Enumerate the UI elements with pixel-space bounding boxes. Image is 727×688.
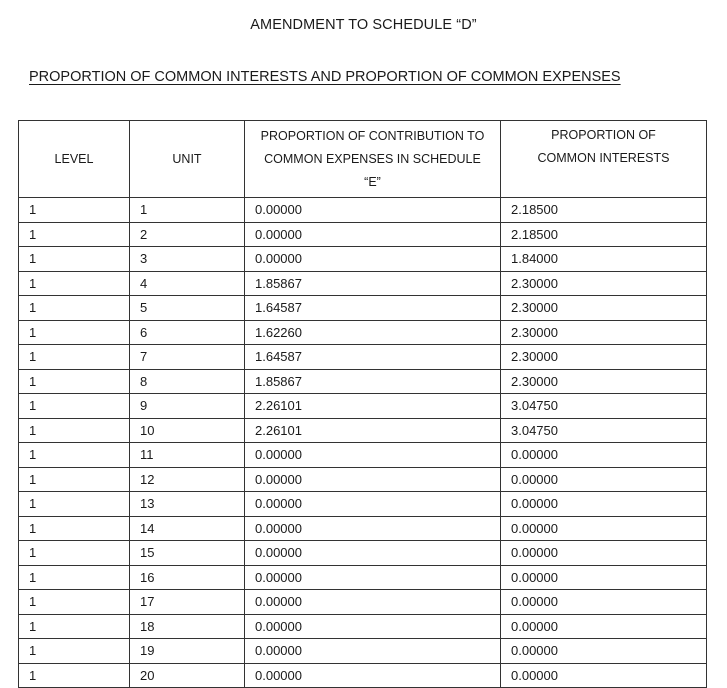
contribution-cell: 1.85867 — [245, 369, 501, 394]
table-row — [19, 296, 707, 321]
level-cell: 1 — [19, 222, 130, 247]
level-cell: 1 — [19, 443, 130, 468]
common-interest-cell: 0.00000 — [501, 614, 707, 639]
contribution-cell: 0.00000 — [245, 443, 501, 468]
common-interest-cell: 2.30000 — [501, 345, 707, 370]
contribution-cell: 2.26101 — [245, 394, 501, 419]
common-interest-cell: 2.30000 — [501, 320, 707, 345]
common-interest-cell: 1.84000 — [501, 247, 707, 272]
schedule-table — [18, 120, 707, 688]
document-subtitle: PROPORTION OF COMMON INTERESTS AND PROPORTION OF COMMON EXPENSES — [29, 69, 621, 85]
unit-cell: 9 — [130, 394, 245, 419]
table-row — [19, 222, 707, 247]
unit-cell: 16 — [130, 565, 245, 590]
unit-cell: 7 — [130, 345, 245, 370]
contribution-cell: 2.26101 — [245, 418, 501, 443]
level-cell: 1 — [19, 663, 130, 688]
table-row — [19, 345, 707, 370]
contribution-cell: 0.00000 — [245, 467, 501, 492]
common-interest-cell: 0.00000 — [501, 565, 707, 590]
common-interest-cell: 0.00000 — [501, 492, 707, 517]
table-row — [19, 271, 707, 296]
unit-cell: 13 — [130, 492, 245, 517]
contribution-cell: 0.00000 — [245, 614, 501, 639]
document-title: AMENDMENT TO SCHEDULE “D” — [250, 17, 477, 33]
level-cell: 1 — [19, 492, 130, 517]
table-row — [19, 565, 707, 590]
unit-cell: 14 — [130, 516, 245, 541]
column-header-unit: UNIT — [130, 121, 245, 198]
table-row — [19, 320, 707, 345]
contribution-cell: 0.00000 — [245, 222, 501, 247]
table-row — [19, 614, 707, 639]
column-header-contribution: PROPORTION OF CONTRIBUTION TO COMMON EXPENSES IN SCHEDULE “E” — [245, 121, 501, 198]
contribution-cell: 0.00000 — [245, 541, 501, 566]
table-row — [19, 516, 707, 541]
table-row — [19, 467, 707, 492]
contribution-cell: 1.85867 — [245, 271, 501, 296]
level-cell: 1 — [19, 565, 130, 590]
common-interest-cell: 0.00000 — [501, 663, 707, 688]
contribution-cell: 0.00000 — [245, 663, 501, 688]
table-row — [19, 369, 707, 394]
contribution-cell: 0.00000 — [245, 590, 501, 615]
table-row — [19, 394, 707, 419]
unit-cell: 8 — [130, 369, 245, 394]
contribution-cell: 0.00000 — [245, 492, 501, 517]
common-interest-cell: 2.30000 — [501, 271, 707, 296]
unit-cell: 19 — [130, 639, 245, 664]
unit-cell: 12 — [130, 467, 245, 492]
unit-cell: 5 — [130, 296, 245, 321]
unit-cell: 17 — [130, 590, 245, 615]
table-row — [19, 418, 707, 443]
unit-cell: 10 — [130, 418, 245, 443]
table-row — [19, 492, 707, 517]
level-cell: 1 — [19, 345, 130, 370]
common-interest-cell: 2.18500 — [501, 198, 707, 223]
common-interest-cell: 2.18500 — [501, 222, 707, 247]
unit-cell: 15 — [130, 541, 245, 566]
common-interest-cell: 0.00000 — [501, 590, 707, 615]
contribution-cell: 0.00000 — [245, 565, 501, 590]
unit-cell: 1 — [130, 198, 245, 223]
common-interest-cell: 0.00000 — [501, 443, 707, 468]
common-interest-cell: 2.30000 — [501, 369, 707, 394]
unit-cell: 3 — [130, 247, 245, 272]
common-interest-cell: 0.00000 — [501, 541, 707, 566]
contribution-cell: 1.64587 — [245, 296, 501, 321]
unit-cell: 20 — [130, 663, 245, 688]
table-row — [19, 590, 707, 615]
contribution-cell: 0.00000 — [245, 639, 501, 664]
contribution-cell: 1.62260 — [245, 320, 501, 345]
level-cell: 1 — [19, 394, 130, 419]
unit-cell: 11 — [130, 443, 245, 468]
level-cell: 1 — [19, 418, 130, 443]
table-body — [19, 198, 707, 688]
unit-cell: 4 — [130, 271, 245, 296]
column-header-level: LEVEL — [19, 121, 130, 198]
level-cell: 1 — [19, 198, 130, 223]
level-cell: 1 — [19, 296, 130, 321]
table-row — [19, 198, 707, 223]
contribution-cell: 0.00000 — [245, 247, 501, 272]
level-cell: 1 — [19, 271, 130, 296]
contribution-cell: 0.00000 — [245, 516, 501, 541]
level-cell: 1 — [19, 639, 130, 664]
level-cell: 1 — [19, 369, 130, 394]
contribution-cell: 1.64587 — [245, 345, 501, 370]
table-row — [19, 247, 707, 272]
common-interest-cell: 0.00000 — [501, 516, 707, 541]
unit-cell: 2 — [130, 222, 245, 247]
contribution-cell: 0.00000 — [245, 198, 501, 223]
level-cell: 1 — [19, 590, 130, 615]
table-row — [19, 541, 707, 566]
level-cell: 1 — [19, 614, 130, 639]
unit-cell: 6 — [130, 320, 245, 345]
table-row — [19, 663, 707, 688]
level-cell: 1 — [19, 247, 130, 272]
table-header-row — [19, 121, 707, 198]
table-row — [19, 443, 707, 468]
level-cell: 1 — [19, 541, 130, 566]
level-cell: 1 — [19, 467, 130, 492]
common-interest-cell: 0.00000 — [501, 467, 707, 492]
common-interest-cell: 0.00000 — [501, 639, 707, 664]
common-interest-cell: 2.30000 — [501, 296, 707, 321]
level-cell: 1 — [19, 516, 130, 541]
level-cell: 1 — [19, 320, 130, 345]
column-header-common-interests: PROPORTION OF COMMON INTERESTS — [501, 121, 707, 198]
unit-cell: 18 — [130, 614, 245, 639]
common-interest-cell: 3.04750 — [501, 418, 707, 443]
table-row — [19, 639, 707, 664]
common-interest-cell: 3.04750 — [501, 394, 707, 419]
